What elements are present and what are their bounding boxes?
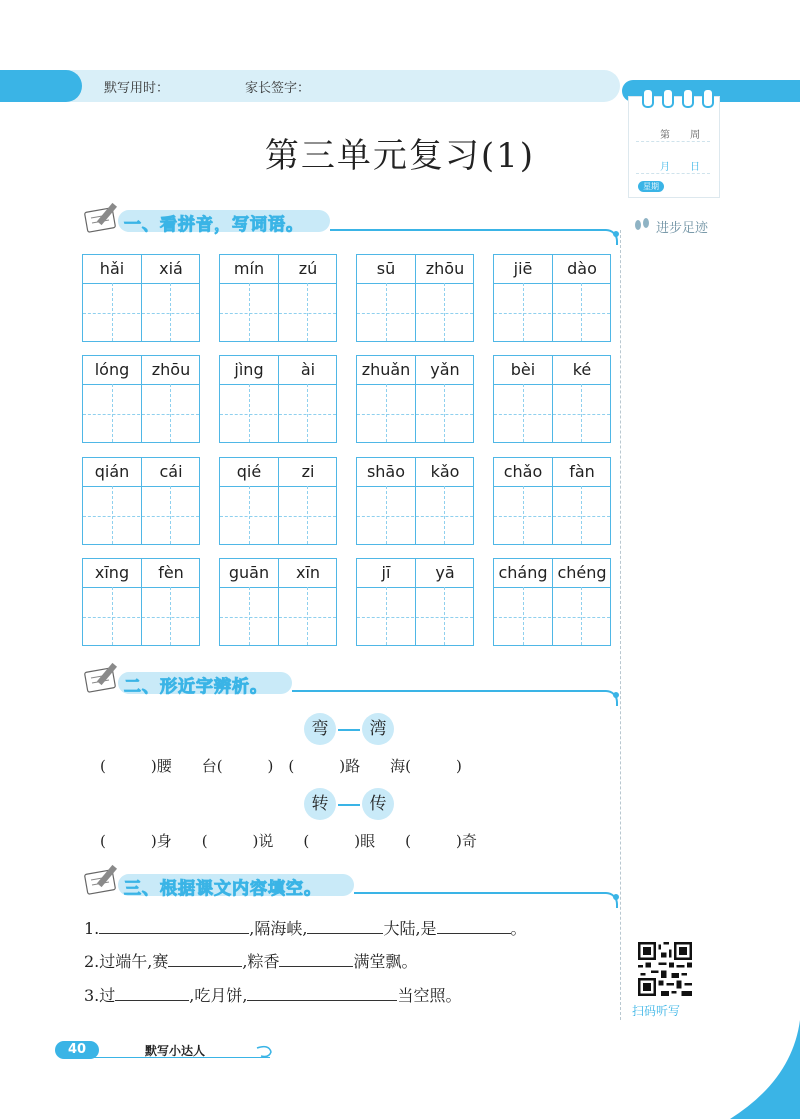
grid-guide <box>220 617 336 618</box>
grid-guide <box>249 587 250 645</box>
pinyin-syllable: zú <box>298 259 318 278</box>
pinyin-word-box[interactable] <box>82 355 200 443</box>
question-number: 3. <box>84 986 100 1005</box>
section-2-title: 二、形近字辨析。 <box>124 677 268 697</box>
pinyin-syllable: shāo <box>366 462 406 481</box>
pinyin-syllable: lóng <box>94 360 130 379</box>
binder-ring-icon <box>662 88 674 108</box>
pinyin-syllable: qián <box>94 462 130 481</box>
answer-blank[interactable] <box>168 950 242 967</box>
sign-label: 家长签字： <box>245 81 311 96</box>
section-3-line <box>354 892 604 894</box>
pair-separator <box>338 729 360 731</box>
grid-guide <box>307 486 308 544</box>
section-2-dot <box>613 692 619 698</box>
fill-question-3 <box>84 983 461 1006</box>
grid-guide <box>249 283 250 341</box>
question-number: 1. <box>84 919 100 938</box>
binder-ring-icon <box>642 88 654 108</box>
question-text: ,粽香 <box>242 952 280 971</box>
grid-guide <box>170 283 171 341</box>
section-2-line <box>292 690 604 692</box>
section-1-title: 一、看拼音，写词语。 <box>124 215 304 235</box>
header-tab <box>0 70 82 102</box>
grid-guide <box>220 516 336 517</box>
question-text: 。 <box>510 919 527 938</box>
section-1-dot <box>613 231 619 237</box>
time-label: 默写用时： <box>104 81 170 96</box>
pair-1-blanks: ( )腰 台( ) ( )路 海( ) <box>100 757 462 775</box>
progress-label: 进步足迹 <box>656 221 709 236</box>
char-pair-1 <box>304 713 394 745</box>
binder-ring-icon <box>682 88 694 108</box>
grid-guide <box>83 516 199 517</box>
grid-guide <box>170 587 171 645</box>
char-pair-1-b: 湾 <box>362 713 394 745</box>
pinyin-word-box[interactable] <box>82 457 200 545</box>
pinyin-syllable: xīng <box>94 563 130 582</box>
pinyin-syllable: yā <box>435 563 455 582</box>
grid-guide <box>494 516 610 517</box>
char-pair-2 <box>304 788 394 820</box>
pinyin-syllable: chǎo <box>503 462 543 481</box>
pinyin-word-box[interactable] <box>493 457 611 545</box>
grid-guide <box>220 414 336 415</box>
pinyin-syllable: hǎi <box>99 259 125 278</box>
grid-guide <box>307 587 308 645</box>
page-title: 第三单元复习(1) <box>264 136 536 176</box>
question-text: 当空照。 <box>397 986 462 1005</box>
pinyin-syllable: xiá <box>159 259 183 278</box>
pinyin-syllable: xīn <box>295 563 321 582</box>
pinyin-word-box[interactable] <box>82 254 200 342</box>
section-3-title: 三、根据课文内容填空。 <box>124 879 322 899</box>
fill-question-2 <box>84 949 417 972</box>
pinyin-word-box[interactable] <box>356 355 474 443</box>
grid-guide <box>444 283 445 341</box>
book-title: 默写小达人 <box>145 1044 206 1058</box>
grid-guide <box>386 283 387 341</box>
pinyin-syllable: fàn <box>569 462 595 481</box>
pinyin-word-box[interactable] <box>219 355 337 443</box>
pinyin-word-box[interactable] <box>82 558 200 646</box>
grid-guide <box>357 617 473 618</box>
date-label: 月 日 <box>660 162 700 173</box>
grid-guide <box>83 414 199 415</box>
question-number: 2. <box>84 952 100 971</box>
grid-guide <box>386 384 387 442</box>
grid-guide <box>83 313 199 314</box>
question-text: 满堂飘。 <box>353 952 418 971</box>
grid-guide <box>112 283 113 341</box>
pinyin-syllable: zhōu <box>425 259 465 278</box>
grid-guide <box>307 384 308 442</box>
pinyin-syllable: jìng <box>234 360 264 379</box>
swirl-icon <box>255 1044 275 1060</box>
question-text: 过 <box>99 986 116 1005</box>
grid-guide <box>523 283 524 341</box>
page-corner-decoration <box>730 1020 800 1119</box>
pinyin-syllable: chéng <box>557 563 607 582</box>
pinyin-syllable: jiē <box>513 259 533 278</box>
pair-2-blanks: ( )身 ( )说 ( )眼 ( )奇 <box>100 832 477 850</box>
question-text: 过端午,赛 <box>99 952 169 971</box>
pinyin-syllable: jī <box>381 563 391 582</box>
grid-guide <box>581 587 582 645</box>
pair-separator <box>338 804 360 806</box>
grid-guide <box>444 384 445 442</box>
grid-guide <box>581 283 582 341</box>
grid-guide <box>386 486 387 544</box>
grid-guide <box>112 384 113 442</box>
grid-guide <box>523 384 524 442</box>
week-label: 第 周 <box>660 130 700 141</box>
pinyin-syllable: cháng <box>498 563 548 582</box>
question-text: ,吃月饼, <box>189 986 248 1005</box>
pinyin-syllable: zhuǎn <box>361 360 411 379</box>
question-text: 大陆,是 <box>383 919 437 938</box>
pinyin-syllable: guān <box>228 563 270 582</box>
grid-guide <box>523 587 524 645</box>
grid-guide <box>357 516 473 517</box>
answer-blank[interactable] <box>99 917 249 934</box>
section-1-line <box>330 229 604 231</box>
pinyin-word-box[interactable] <box>493 558 611 646</box>
grid-guide <box>581 486 582 544</box>
grid-guide <box>112 587 113 645</box>
pinyin-word-box[interactable] <box>356 558 474 646</box>
qr-label: 扫码听写 <box>632 1004 681 1018</box>
pinyin-word-box[interactable] <box>493 254 611 342</box>
pinyin-word-box[interactable] <box>493 355 611 443</box>
side-divider <box>620 230 621 1020</box>
pinyin-syllable: sū <box>376 259 396 278</box>
grid-guide <box>444 486 445 544</box>
pinyin-word-box[interactable] <box>356 254 474 342</box>
grid-guide <box>112 486 113 544</box>
pinyin-syllable: zhōu <box>151 360 191 379</box>
binder-ring-icon <box>702 88 714 108</box>
grid-guide <box>494 313 610 314</box>
answer-blank[interactable] <box>307 917 383 934</box>
grid-guide <box>170 384 171 442</box>
pinyin-syllable: bèi <box>510 360 536 379</box>
answer-blank[interactable] <box>437 917 511 934</box>
footprint-icon <box>632 216 652 232</box>
pinyin-word-box[interactable] <box>219 254 337 342</box>
pinyin-syllable: kǎo <box>430 462 460 481</box>
grid-guide <box>523 486 524 544</box>
grid-guide <box>357 414 473 415</box>
qr-code-icon[interactable] <box>638 942 692 996</box>
grid-guide <box>494 414 610 415</box>
grid-guide <box>494 617 610 618</box>
char-pair-1-a: 弯 <box>304 713 336 745</box>
char-pair-2-b: 传 <box>362 788 394 820</box>
pinyin-syllable: mín <box>233 259 265 278</box>
grid-guide <box>249 486 250 544</box>
pinyin-syllable: ké <box>572 360 592 379</box>
pinyin-syllable: cái <box>159 462 183 481</box>
section-3-dot <box>613 894 619 900</box>
pinyin-word-box[interactable] <box>219 457 337 545</box>
pinyin-syllable: zi <box>301 462 315 481</box>
fill-question-1 <box>84 916 527 939</box>
grid-guide <box>386 587 387 645</box>
pinyin-syllable: yǎn <box>430 360 460 379</box>
char-pair-2-a: 转 <box>304 788 336 820</box>
pinyin-word-box[interactable] <box>356 457 474 545</box>
grid-guide <box>581 384 582 442</box>
pinyin-syllable: qié <box>236 462 262 481</box>
grid-guide <box>444 587 445 645</box>
question-text: ,隔海峡, <box>249 919 308 938</box>
answer-blank[interactable] <box>247 984 397 1001</box>
grid-guide <box>357 313 473 314</box>
pinyin-syllable: fèn <box>158 563 184 582</box>
grid-guide <box>170 486 171 544</box>
weekday-badge: 星期 <box>638 181 664 192</box>
answer-blank[interactable] <box>115 984 189 1001</box>
grid-guide <box>83 617 199 618</box>
pinyin-syllable: dào <box>567 259 597 278</box>
answer-blank[interactable] <box>279 950 353 967</box>
pinyin-syllable: ài <box>300 360 316 379</box>
grid-guide <box>220 313 336 314</box>
grid-guide <box>307 283 308 341</box>
pinyin-word-box[interactable] <box>219 558 337 646</box>
grid-guide <box>249 384 250 442</box>
page-number: 40 <box>55 1041 99 1059</box>
